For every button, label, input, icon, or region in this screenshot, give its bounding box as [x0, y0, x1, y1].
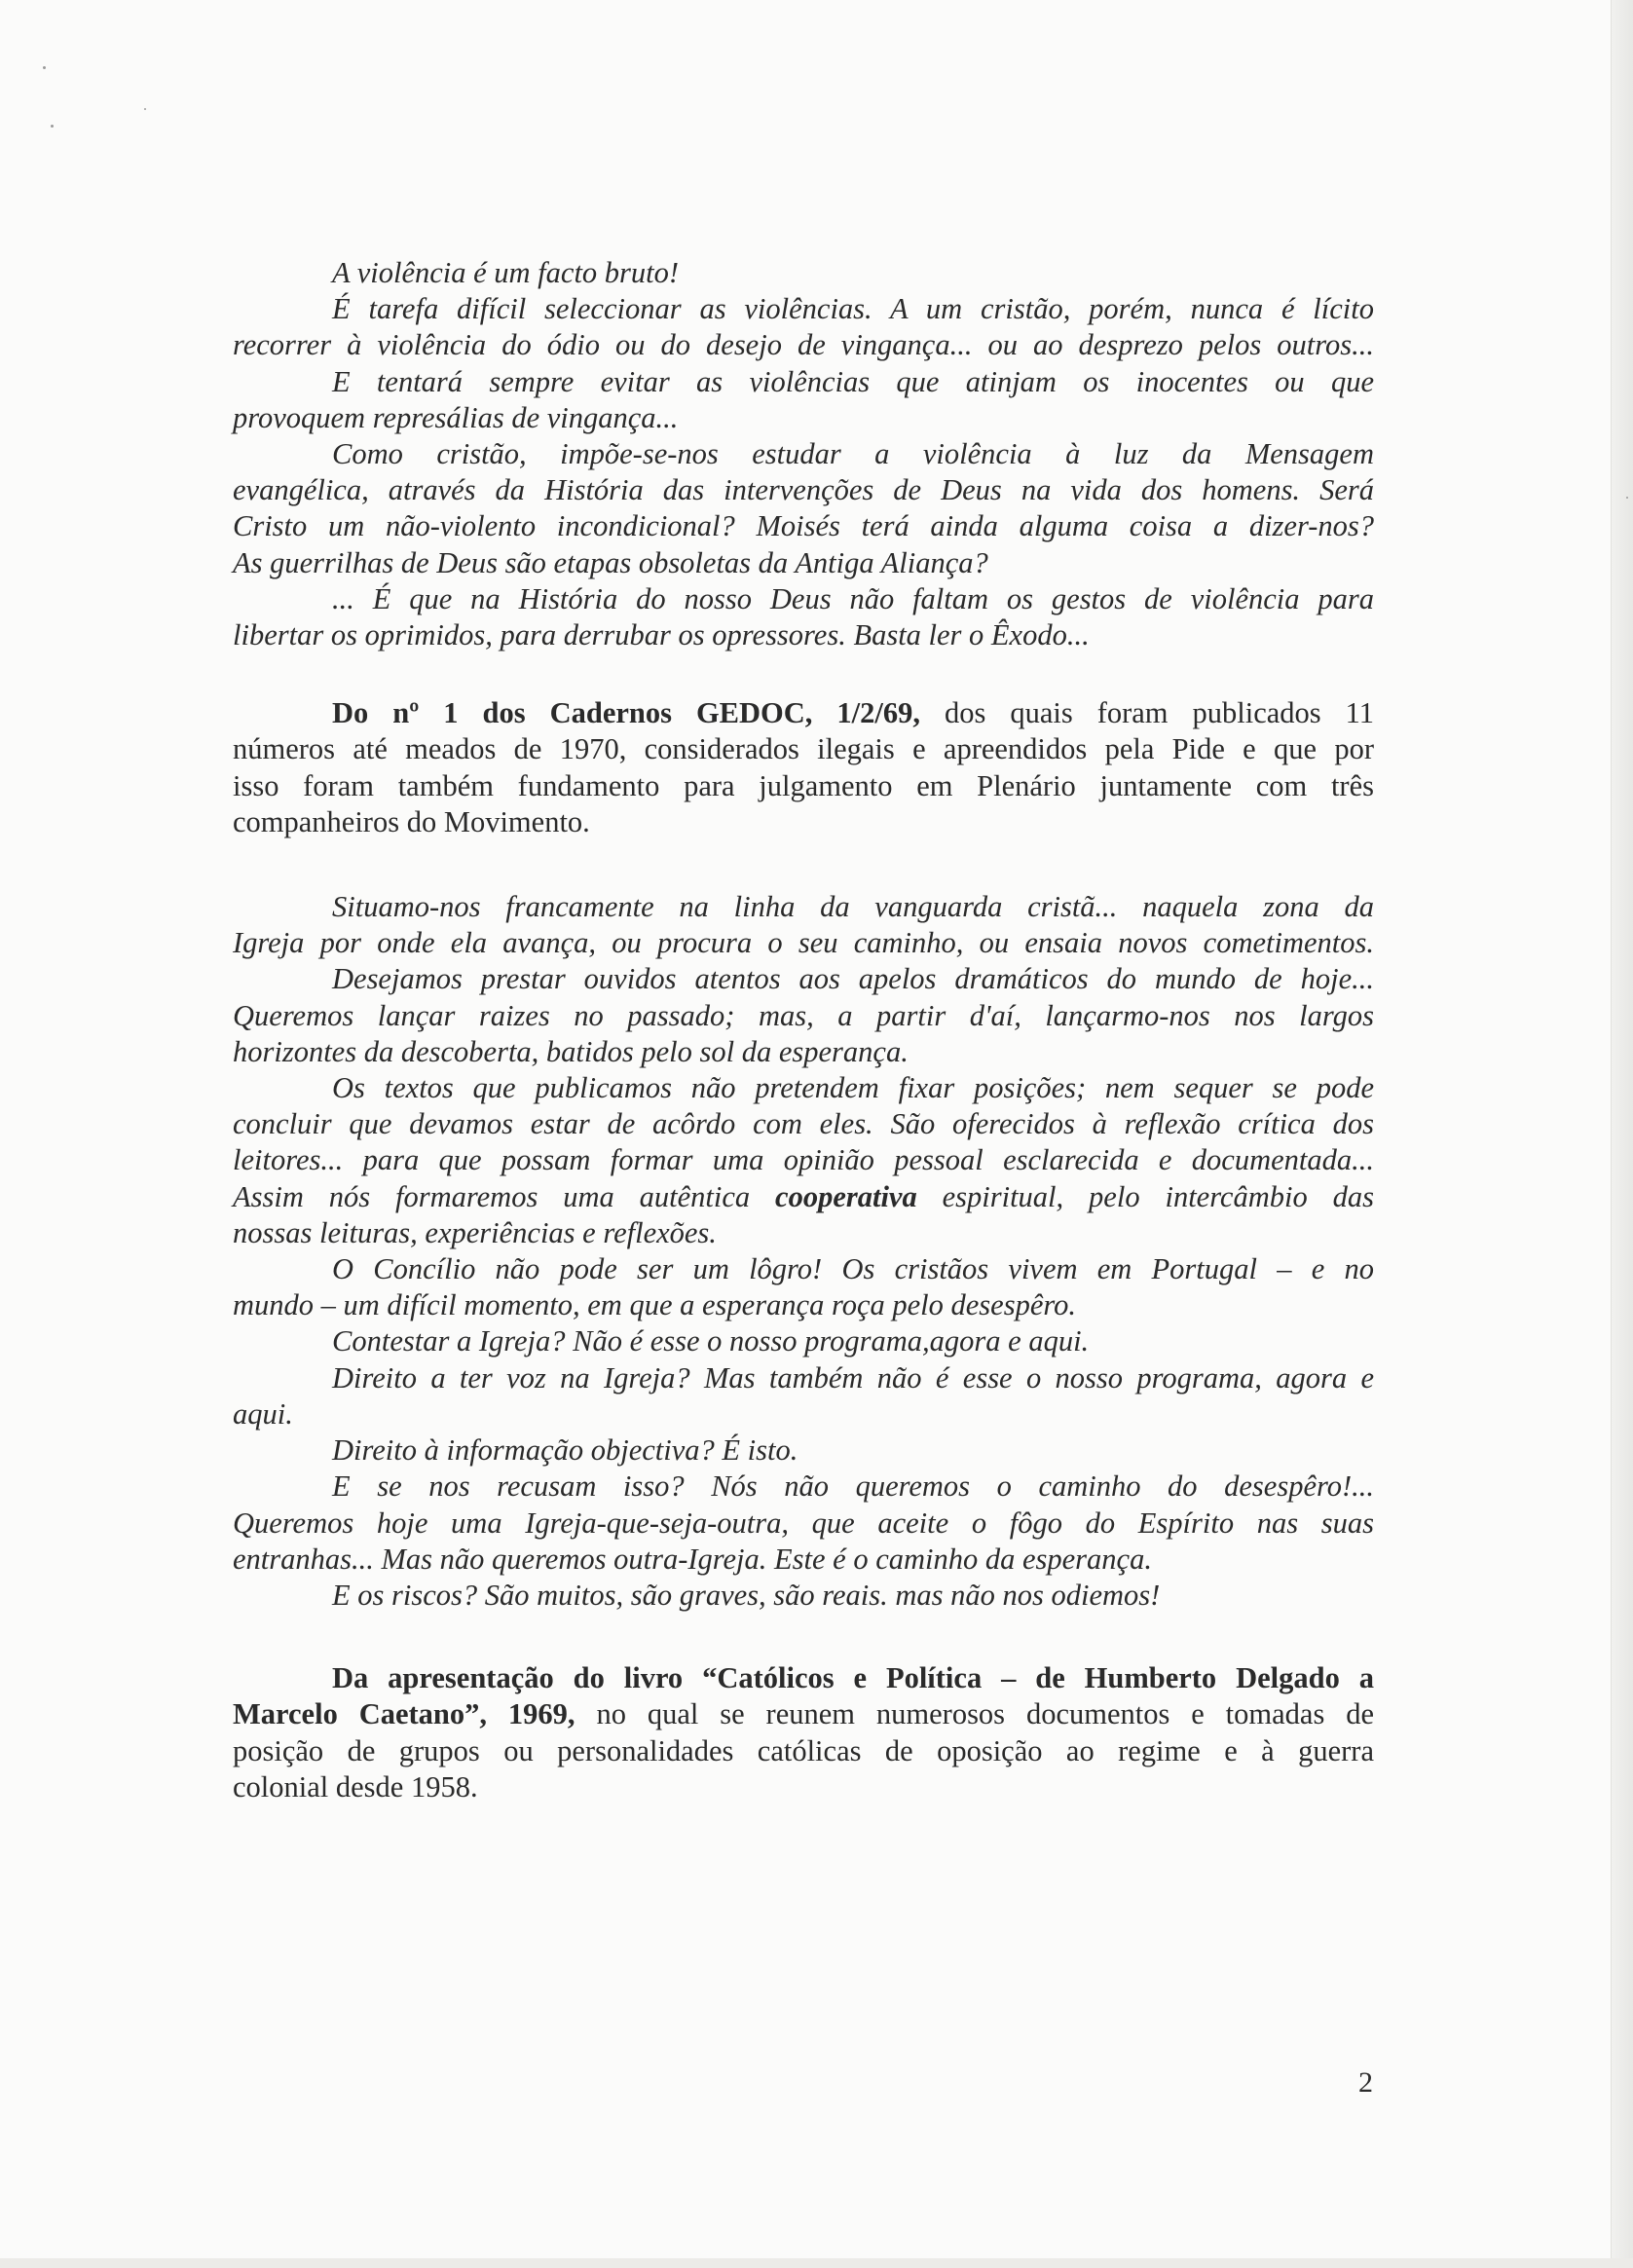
source-line	[233, 1696, 1374, 1732]
quote-line: Cristo um não-violento incondicional? Moisés terá ainda alguma coisa a dizer-nos?	[233, 509, 1374, 543]
source-line: números até meados de 1970, considerados ilegais e apreendidos pela Pide e que por	[233, 732, 1374, 766]
source-bold-lead: Marcelo Caetano”, 1969,	[233, 1697, 575, 1731]
quote-gedoc	[233, 889, 1374, 1614]
quote-line: provoquem represálias de vingança...	[233, 400, 679, 434]
quote-line: Desejamos prestar ouvidos atentos aos apelos dramáticos do mundo de hoje...	[332, 962, 1374, 996]
scan-speck	[1626, 497, 1628, 499]
source-line	[233, 695, 1374, 731]
quote-line: entranhas... Mas não queremos outra-Igreja. Este é o caminho da esperança.	[233, 1542, 1152, 1576]
scan-speck	[144, 108, 146, 110]
quote-line: É tarefa difícil seleccionar as violências. A um cristão, porém, nunca é lícito	[332, 292, 1374, 326]
quote-line: Queremos lançar raizes no passado; mas, a partir d'aí, lançarmo-nos nos largos	[233, 998, 1374, 1032]
source-line: colonial desde 1958.	[233, 1769, 478, 1803]
quote-line: Os textos que publicamos não pretendem fixar posições; nem sequer se pode	[332, 1071, 1374, 1105]
quote-line: Direito a ter voz na Igreja? Mas também não é esse o nosso programa, agora e	[332, 1360, 1374, 1394]
quote-line: E tentará sempre evitar as violências que atinjam os inocentes ou que	[332, 364, 1374, 398]
quote-violence	[233, 255, 1374, 653]
quote-line: nossas leituras, experiências e reflexões.	[233, 1215, 717, 1249]
source-bold-line: Da apresentação do livro “Católicos e Política – de Humberto Delgado a	[332, 1661, 1374, 1695]
scan-speck	[43, 66, 46, 69]
page-number: 2	[1358, 2066, 1373, 2099]
quote-line: Igreja por onde ela avança, ou procura o seu caminho, ou ensaia novos cometimentos.	[233, 926, 1374, 960]
quote-line: Queremos hoje uma Igreja-que-seja-outra, que aceite o fôgo do Espírito nas suas	[233, 1506, 1374, 1540]
source-text: dos quais foram publicados 11	[919, 696, 1374, 730]
quote-line: A violência é um facto bruto!	[332, 256, 680, 289]
source-line: isso foram também fundamento para julgamento em Plenário juntamente com três	[233, 768, 1374, 802]
quote-line: concluir que devamos estar de acôrdo com eles. São oferecidos à reflexão crítica dos	[233, 1107, 1374, 1141]
quote-line: mundo – um difícil momento, em que a esperança roça pelo desespêro.	[233, 1288, 1076, 1322]
source-gedoc	[233, 695, 1374, 840]
quote-text: Assim nós formaremos uma autêntica	[233, 1179, 776, 1213]
source-bold-lead: Do nº 1 dos Cadernos GEDOC, 1/2/69,	[332, 696, 920, 730]
quote-line: Direito à informação objectiva? É isto.	[332, 1433, 798, 1468]
quote-line: horizontes da descoberta, batidos pelo sol da esperança.	[233, 1034, 909, 1068]
paper-bottom-edge	[0, 2258, 1633, 2268]
quote-line: leitores... para que possam formar uma opinião pessoal esclarecida e documentada...	[233, 1143, 1374, 1177]
quote-text: espiritual, pelo intercâmbio das	[916, 1179, 1374, 1213]
quote-line: Como cristão, impõe-se-nos estudar a violência à luz da Mensagem	[332, 437, 1374, 471]
source-line: posição de grupos ou personalidades católicas de oposição ao regime e à guerra	[233, 1733, 1374, 1767]
source-text: no qual se reunem numerosos documentos e tomadas de	[575, 1697, 1374, 1731]
quote-line: E se nos recusam isso? Nós não queremos o caminho do desespêro!...	[332, 1469, 1374, 1504]
quote-line: aqui.	[233, 1396, 293, 1431]
paper-edge	[1611, 0, 1633, 2268]
source-line: companheiros do Movimento.	[233, 804, 590, 838]
scan-speck	[51, 125, 54, 128]
quote-line: libertar os oprimidos, para derrubar os opressores. Basta ler o Êxodo...	[233, 618, 1090, 652]
quote-line: ... É que na História do nosso Deus não faltam os gestos de violência para	[332, 581, 1374, 615]
quote-line: As guerrilhas de Deus são etapas obsoletas da Antiga Aliança?	[233, 545, 988, 579]
page-content	[233, 255, 1374, 1805]
quote-line: O Concílio não pode ser um lôgro! Os cristãos vivem em Portugal – e no	[332, 1252, 1374, 1286]
source-book	[233, 1660, 1374, 1805]
quote-line: evangélica, através da História das intervenções de Deus na vida dos homens. Será	[233, 473, 1374, 507]
quote-line: E os riscos? São muitos, são graves, são reais. mas não nos odiemos!	[332, 1578, 1161, 1612]
quote-line: recorrer à violência do ódio ou do desejo de vingança... ou ao desprezo pelos outros...	[233, 328, 1374, 362]
quote-line: Situamo-nos francamente na linha da vanguarda cristã... naquela zona da	[332, 890, 1374, 924]
quote-line	[233, 1179, 1374, 1215]
quote-line: Contestar a Igreja? Não é esse o nosso programa,agora e aqui.	[332, 1324, 1090, 1358]
quote-bold-word: cooperativa	[775, 1179, 917, 1213]
